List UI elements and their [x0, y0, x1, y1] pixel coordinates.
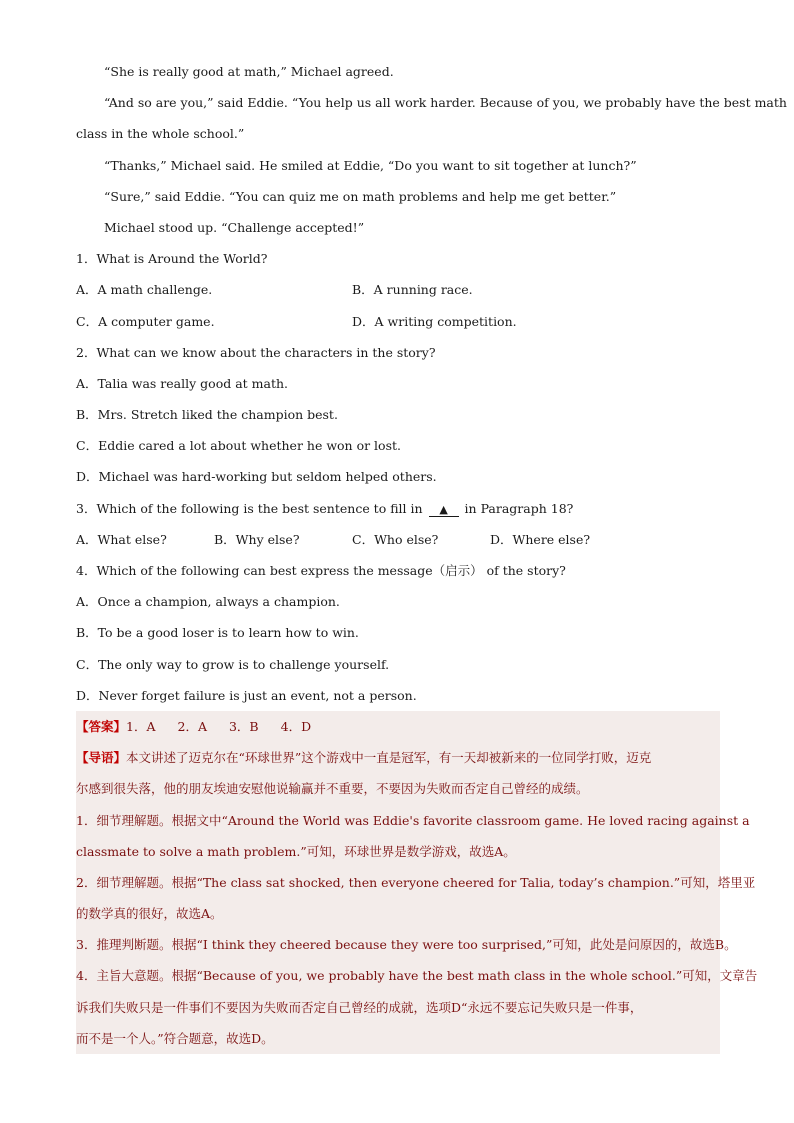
answer-key [76, 711, 720, 742]
option-a: A．A math challenge. [76, 282, 213, 298]
option-c: C．Who else? [352, 531, 439, 547]
option-row [76, 274, 720, 305]
explanation-line: 的数学真的很好，故选A。 [76, 906, 223, 922]
explanation-line: 1．细节理解题。根据文中“Around the World was Eddie's favorite classroom game. He loved racing against a [76, 812, 750, 828]
option-b: B．To be a good loser is to learn how to win. [76, 625, 359, 641]
guide-tag: 【导语】 [76, 750, 127, 766]
option-c: C．A computer game. [76, 313, 215, 329]
explanation-line: 诉我们失败只是一件事们不要因为失败而否定自己曾经的成就，选项D“永远不要忘记失败只是一件事， [76, 999, 643, 1015]
story-line: “And so are you,” said Eddie. “You help us all work harder. Because of you, we probably have the best math [104, 95, 787, 111]
story-line: class in the whole school.” [76, 126, 245, 142]
story-line: Michael stood up. “Challenge accepted!” [104, 219, 365, 235]
question-3 [76, 493, 720, 555]
question-2 [76, 337, 720, 493]
question-4 [76, 555, 720, 711]
document-page [76, 56, 787, 1054]
story-excerpt [76, 56, 787, 243]
question-stem: 2．What can we know about the characters in the story? [76, 344, 436, 360]
option-b: B．A running race. [352, 282, 473, 298]
question-1 [76, 243, 720, 337]
stem-after: in Paragraph 18? [464, 500, 574, 516]
guide-text: 本文讲述了迈克尔在“环球世界”这个游戏中一直是冠军，有一天却被新来的一位同学打败，迈克 [126, 750, 652, 766]
story-line: “Sure,” said Eddie. “You can quiz me on math problems and help me get better.” [104, 188, 617, 204]
story-line: “Thanks,” Michael said. He smiled at Eddie, “Do you want to sit together at lunch?” [104, 157, 637, 173]
option-a: A．What else? [76, 531, 167, 547]
answer-section [76, 711, 758, 1054]
option-d: D．Michael was hard-working but seldom helped others. [76, 469, 437, 485]
option-a: A．Once a champion, always a champion. [76, 594, 340, 610]
option-b: B．Mrs. Stretch liked the champion best. [76, 407, 338, 423]
guide-line: 尔感到很失落，他的朋友埃迪安慰他说输赢并不重要，不要因为失败而否定自己曾经的成绩。 [76, 781, 589, 797]
question-stem [76, 493, 720, 524]
option-c: C．The only way to grow is to challenge yourself. [76, 656, 390, 672]
option-row [76, 524, 720, 555]
explanation-line: classmate to solve a math problem.”可知，环球世界是数学游戏，故选A。 [76, 843, 516, 859]
stem-before: 3．Which of the following is the best sentence to fill in [76, 500, 423, 516]
answer-item: 3．B [228, 718, 259, 734]
option-a: A．Talia was really good at math. [76, 375, 288, 391]
question-stem: 4．Which of the following can best express the message（启示） of the story? [76, 563, 566, 578]
question-stem: 1．What is Around the World? [76, 251, 268, 267]
option-b: B．Why else? [214, 531, 300, 547]
answer-item: 2．A [177, 718, 207, 734]
fill-blank: ▲ [429, 504, 459, 517]
answer-tag: 【答案】 [76, 718, 127, 734]
answer-item: 4．D [280, 718, 312, 734]
answer-item: 1．A [126, 718, 156, 734]
explanation-line: 而不是一个人。”符合题意，故选D。 [76, 1030, 274, 1046]
explanation-line: 2．细节理解题。根据“The class sat shocked, then everyone cheered for Talia, today’s champion.”可知，塔里亚 [76, 874, 756, 890]
option-d: D．A writing competition. [352, 313, 517, 329]
explanation-line: 3．推理判断题。根据“I think they cheered because they were too surprised,”可知，此处是问原因的，故选B。 [76, 937, 737, 953]
option-d: D．Where else? [490, 531, 591, 547]
guide-line [76, 742, 720, 773]
explanation-line: 4．主旨大意题。根据“Because of you, we probably have the best math class in the whole school.”可知，文章告 [76, 968, 758, 984]
option-d: D．Never forget failure is just an event, not a person. [76, 687, 417, 703]
option-row [76, 306, 720, 337]
story-line: “She is really good at math,” Michael agreed. [104, 64, 394, 79]
option-c: C．Eddie cared a lot about whether he won or lost. [76, 438, 401, 454]
